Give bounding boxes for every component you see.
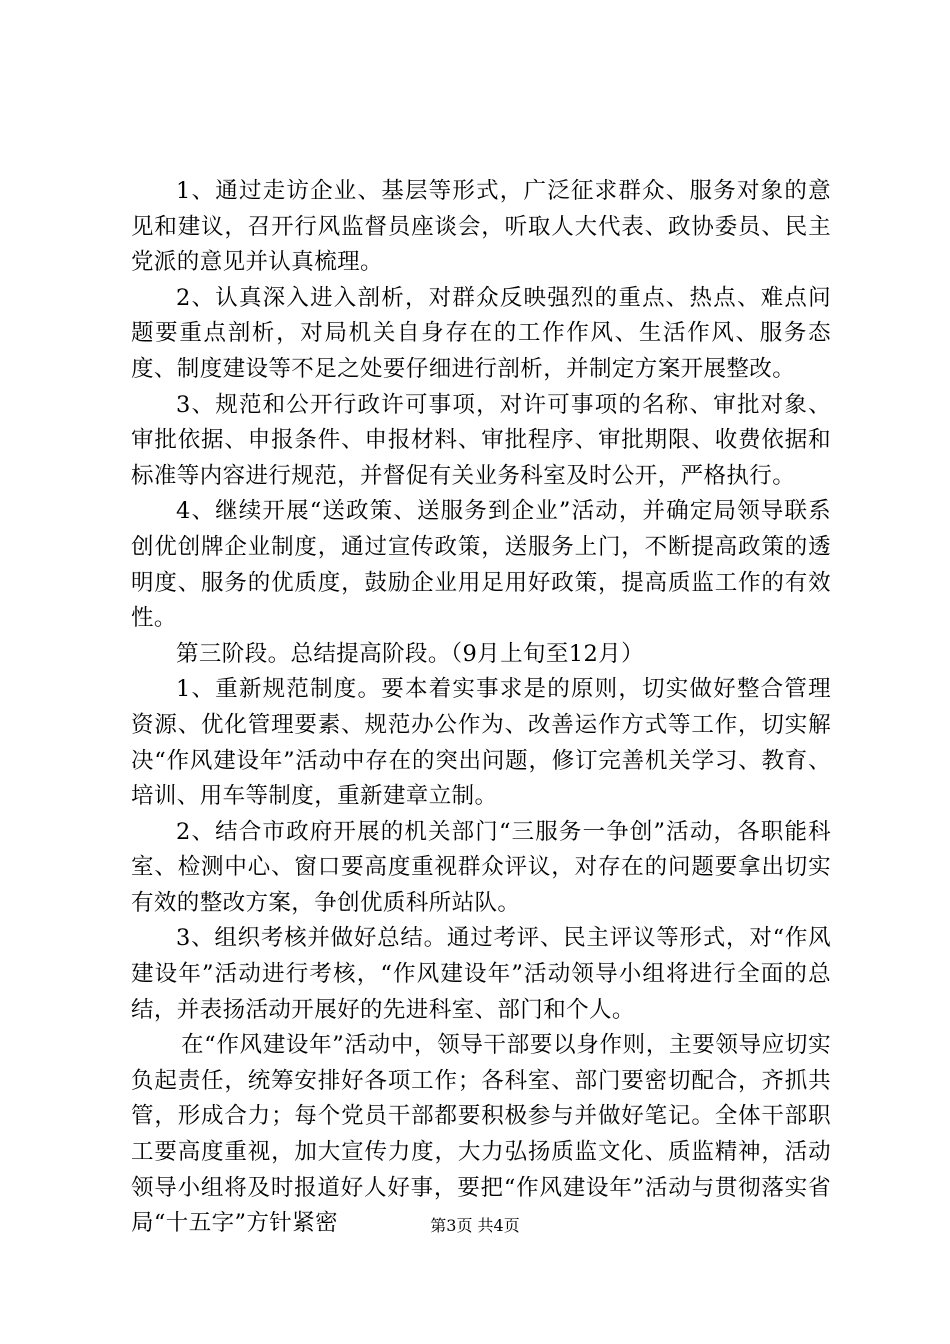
paragraph-closing: 在“作风建设年”活动中，领导干部要以身作则，主要领导应切实负起责任，统筹安排好各项工作；各科室、部门要密切配合，齐抓共管，形成合力；每个党员干部都要积极参与并做好笔记。全体干部职工要高度重视，加大宣传力度，大力弘扬质监文化、质监精神，活动领导小组将及时报道好人好事，要把“作风建设年”活动与贯彻落实省局“十五字”方针紧密 bbox=[131, 1032, 831, 1237]
paragraph-item-7: 3、组织考核并做好总结。通过考评、民主评议等形式，对“作风建设年”活动进行考核，“作风建设年”活动领导小组将进行全面的总结，并表扬活动开展好的先进科室、部门和个人。 bbox=[131, 925, 831, 1023]
paragraph-item-1: 1、通过走访企业、基层等形式，广泛征求群众、服务对象的意见和建议，召开行风监督员座谈会，听取人大代表、政协委员、民主党派的意见并认真梳理。 bbox=[131, 178, 831, 276]
document-body bbox=[131, 174, 831, 1242]
paragraph-item-5: 1、重新规范制度。要本着实事求是的原则，切实做好整合管理资源、优化管理要素、规范办公作为、改善运作方式等工作，切实解决“作风建设年”活动中存在的突出问题，修订完善机关学习、教育、培训、用车等制度，重新建章立制。 bbox=[131, 676, 831, 810]
paragraph-item-6: 2、结合市政府开展的机关部门“三服务一争创”活动，各职能科室、检测中心、窗口要高度重视群众评议，对存在的问题要拿出切实有效的整改方案，争创优质科所站队。 bbox=[131, 818, 831, 916]
paragraph-item-2: 2、认真深入进入剖析，对群众反映强烈的重点、热点、难点问题要重点剖析，对局机关自身存在的工作作风、生活作风、服务态度、制度建设等不足之处要仔细进行剖析，并制定方案开展整改。 bbox=[131, 284, 831, 382]
page-number-footer: 第3页 共4页 bbox=[430, 1216, 520, 1235]
paragraph-item-4: 4、继续开展“送政策、送服务到企业”活动，并确定局领导联系创优创牌企业制度，通过宣传政策，送服务上门，不断提高政策的透明度、服务的优质度，鼓励企业用足用好政策，提高质监工作的有效性。 bbox=[131, 498, 831, 632]
section-heading-stage-3: 第三阶段。总结提高阶段。（9月上旬至12月） bbox=[176, 640, 644, 667]
paragraph-item-3: 3、规范和公开行政许可事项，对许可事项的名称、审批对象、审批依据、申报条件、申报材料、审批程序、审批期限、收费依据和标准等内容进行规范，并督促有关业务科室及时公开，严格执行。 bbox=[131, 391, 831, 489]
